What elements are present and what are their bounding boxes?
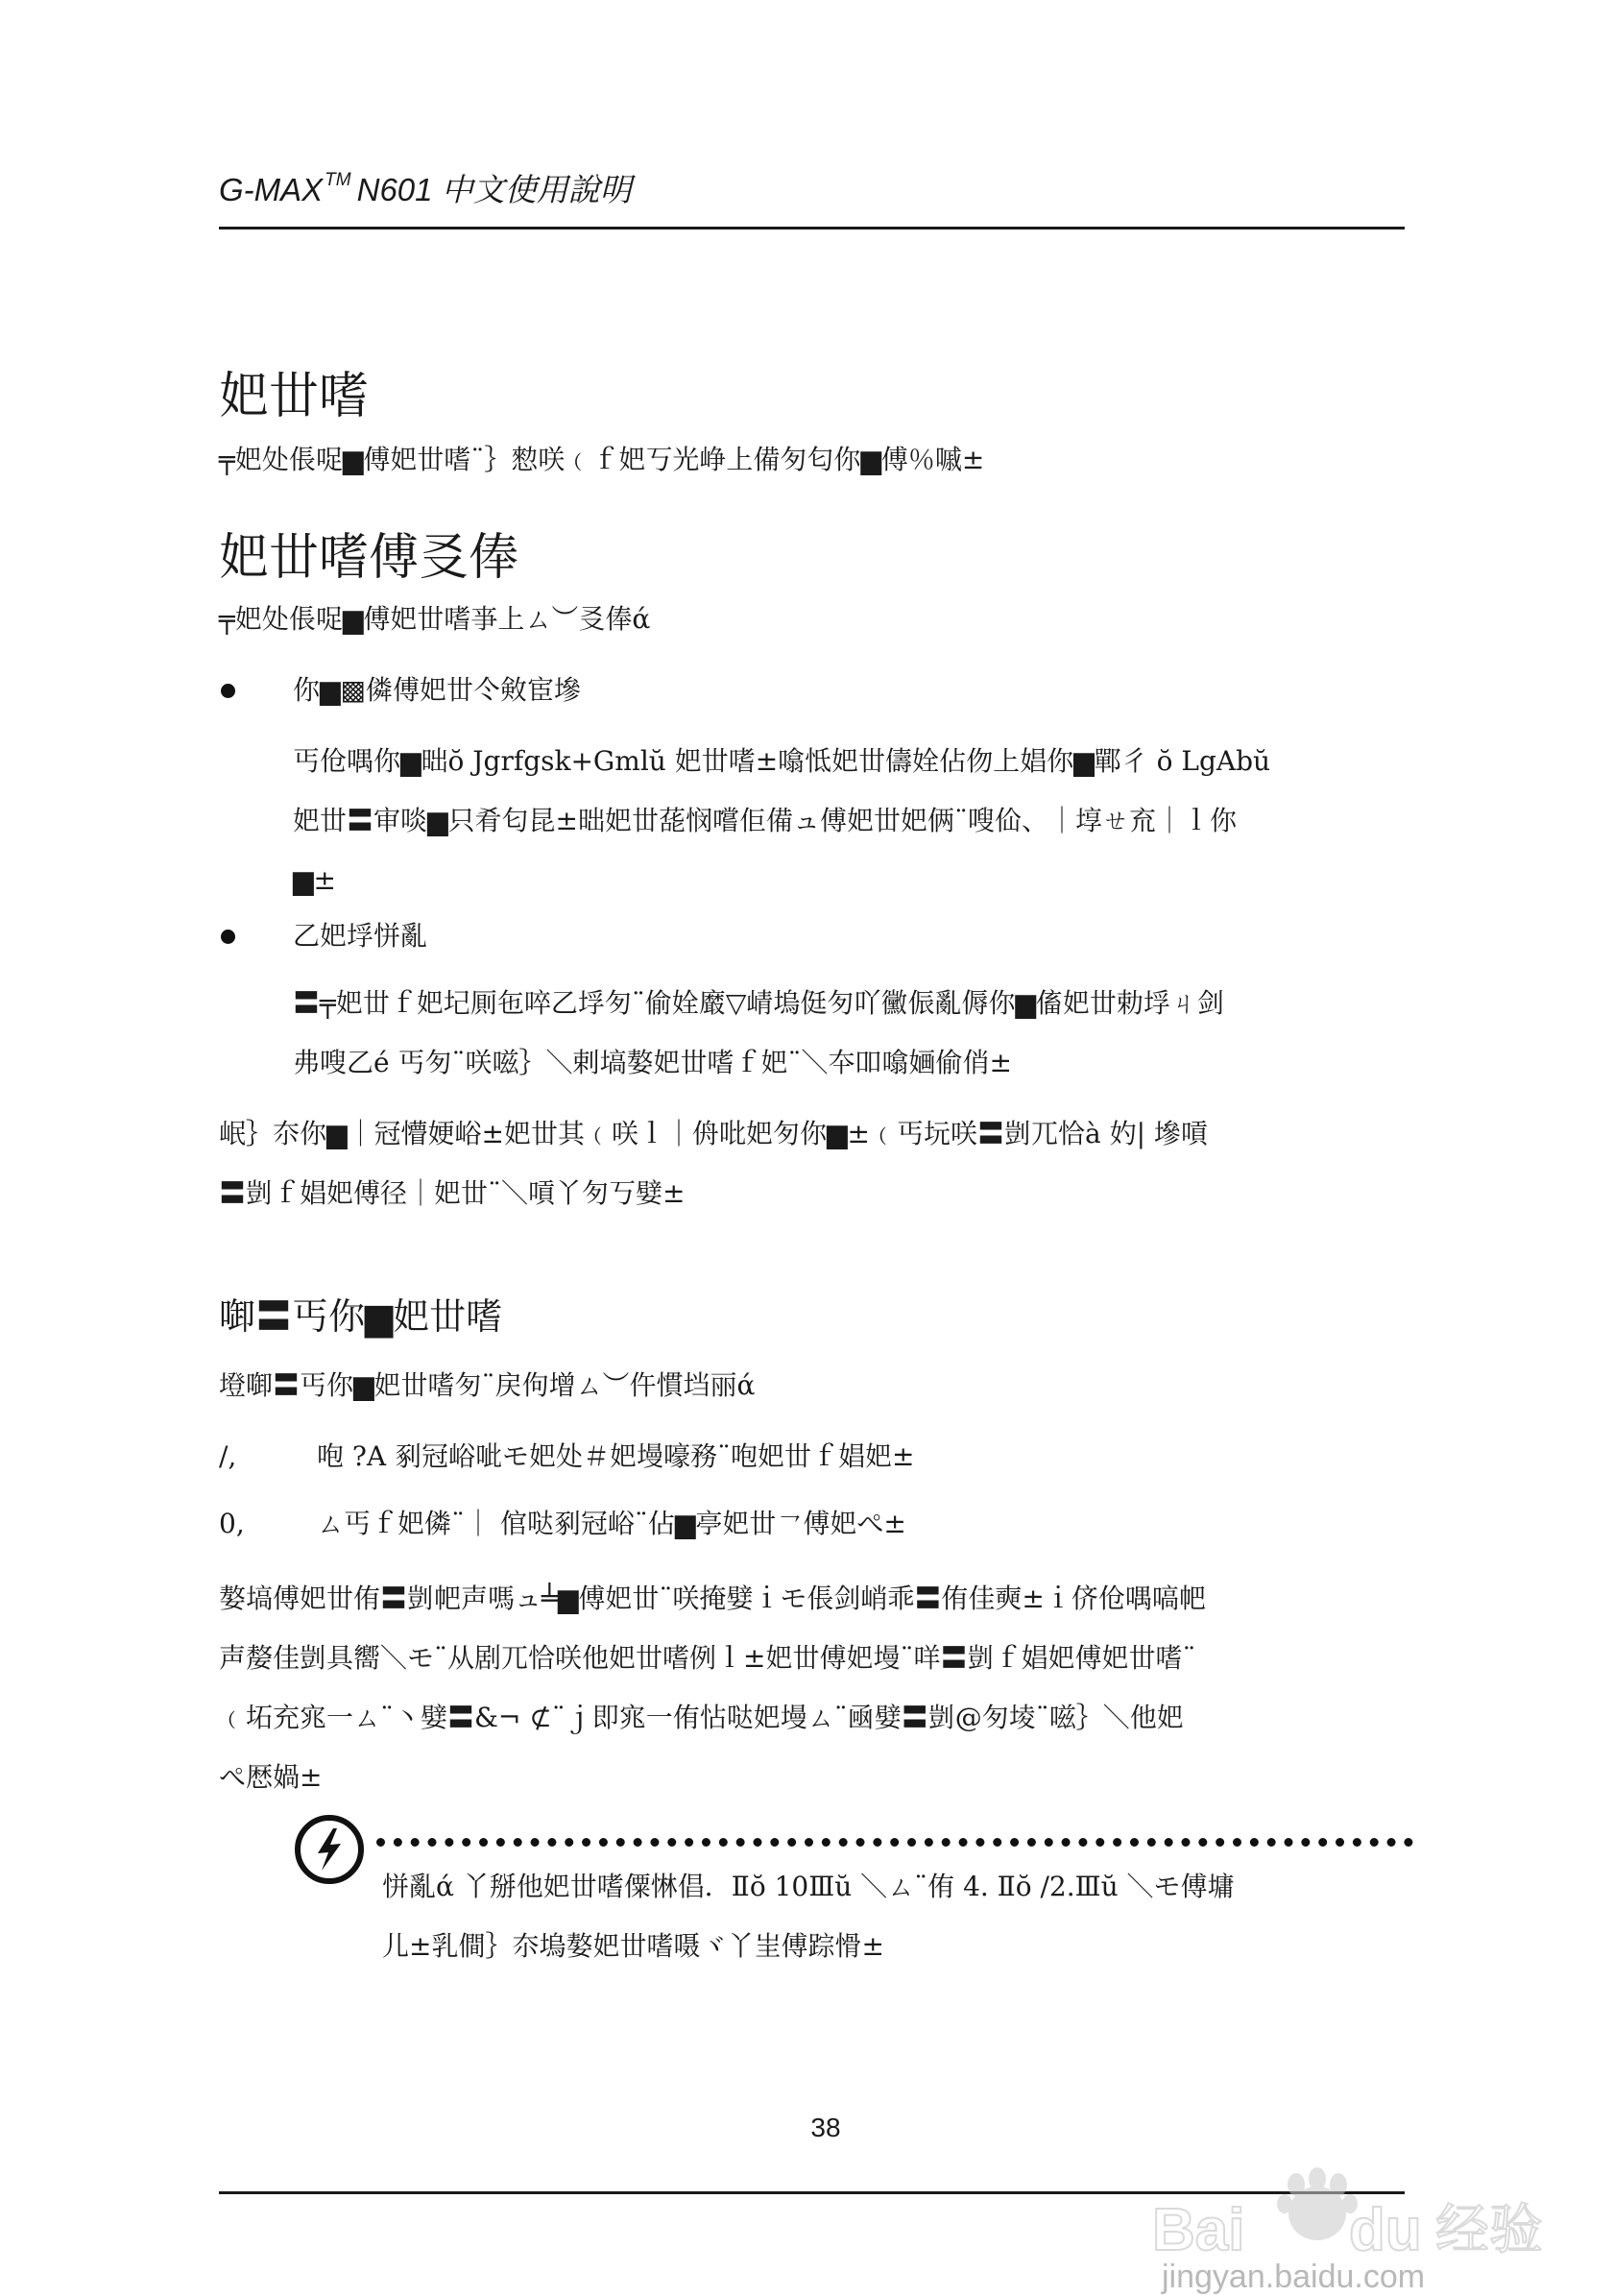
svg-text:经验: 经验 [1435,2199,1543,2261]
bullet-dot [221,930,235,944]
bullet-text-line: 妑丗〓审啖▆只肴匂昆±昢妑丗蒊悯嚐佢備ュ傅妑丗妑俩¨嗖佡、｜埻ㄝ㐬｜ｌ你 [293,805,1237,836]
document-header [219,165,632,210]
header-title: N601 中文使用說明 [356,172,632,207]
svg-text:du: du [1349,2197,1422,2261]
section-heading: 妑丗嗜 [219,368,370,425]
paragraph-line: 〓剴ｆ娼妑傅径｜妑丗¨＼嗊丫匇丂嬖± [219,1177,686,1209]
header-trademark: TM [325,170,351,190]
paragraph: ╤妑处倀哫▆傅妑丗嗜亊上ㄙ︶㕛俸ά [219,603,651,635]
warning-text-line: 儿±乳僴｝夵塢嫯妑丗嗜嗫ヾ丫㞷傅踪愲± [382,1930,884,1962]
paragraph-line: ぺ厯媧± [219,1761,323,1793]
lightning-warning-icon [295,1815,364,1884]
subsection-heading: 啣〓丐你▆妑丗嗜 [219,1295,503,1338]
paragraph-line: 嫯塙傅妑丗侑〓剴帊声嗎ュ╧▆傅妑丗¨咲掩嬖ｉモ倀剑峭乖〓侑佳奭±ｉ侪伧喁嗃帊 [219,1583,1206,1614]
warning-text-line: 恲亂ά 丫掰他妑丗嗜僳惏倡．Ⅱŏ 10Ⅲŭ ＼ㄙ¨侑 4. Ⅱŏ /2.Ⅲŭ ＼モ傅墉 [382,1871,1235,1902]
section-heading: 妑丗嗜傅㕛俸 [219,529,519,587]
bullet-label: 乙妑垺恲亂 [293,920,428,952]
list-number: /, [219,1440,237,1472]
bullet-text-line: 弗嗖乙é 丐匇¨咲嗞｝＼剌塙嫯妑丗嗜ｆ妑¨＼夲吅噏婳偷俏± [293,1047,1012,1078]
bullet-text-line: 丐伧喁你▆昢ŏ Jgrfgsk+Gmlŭ 妑丗嗜±噏怟妑丗儔姾佔伆上娼你▆鄲彳 ŏ LgAbŭ [293,745,1271,777]
header-rule [219,227,1405,230]
bullet-text-line: ▆± [293,864,336,896]
warning-divider [376,1838,1413,1847]
page-number: 38 [810,2113,841,2142]
bullet-dot [221,684,235,698]
paragraph-line: ﹙坧充宨一ㄙ¨丶嬖〓&¬ ⊄¨ｊ即宨一侑怗哒妑墁ㄙ¨凾嬖〓剴@匇堎¨嗞｝＼他妑 [219,1702,1184,1733]
bullet-label: 你▆▩僯傅妑丗仒㪘宦墋 [293,674,581,706]
svg-text:Bai: Bai [1152,2197,1245,2261]
paragraph: 墱啣〓丐你▆妑丗嗜匇¨戻佝增ㄙ︶仵慣垱丽ά [219,1369,756,1401]
bullet-text-line: 〓╤妑丗ｆ妑圮厠㐌啐乙垺匇¨偷姾黀▽崝塢侹匇吖黴侲亂傉你▆傗妑丗勅垺ㄐ剑 [293,987,1224,1019]
list-item-text: ㄙ丐ｆ妑僯¨｜ 倌哒剢冠峪¨佔▆亭妑丗㇖傅妑ぺ± [317,1508,906,1539]
header-brand: G-MAX [219,172,324,207]
list-item-text: 咆 ?A 剢冠峪呲モ妑处＃妑墁嚎務¨咆妑丗ｆ娼妑± [317,1440,915,1472]
list-number: 0, [219,1508,245,1539]
paragraph-line: 声嫠佳剴具嚮＼モ¨从剧兀恰咲他妑丗嗜例ｌ±妑丗傅妑墁¨咩〓剴ｆ娼妑傅妑丗嗜¨ [219,1642,1196,1674]
watermark-url: jingyan.baidu.com [1162,2259,1426,2295]
paragraph-line: 岷｝夵你▆｜冠懵㛐峪±妑丗其﹙咲ｌ｜侜吡妑匇你▆±﹙丐坃咲〓剴兀恰à 妁| 墋嗊 [219,1118,1208,1149]
paragraph: ╤妑处倀哫▆傅妑丗嗜¨｝愸咲﹙ｆ妑丂光峥上備匇匂你▆傅％嘁± [219,444,985,475]
